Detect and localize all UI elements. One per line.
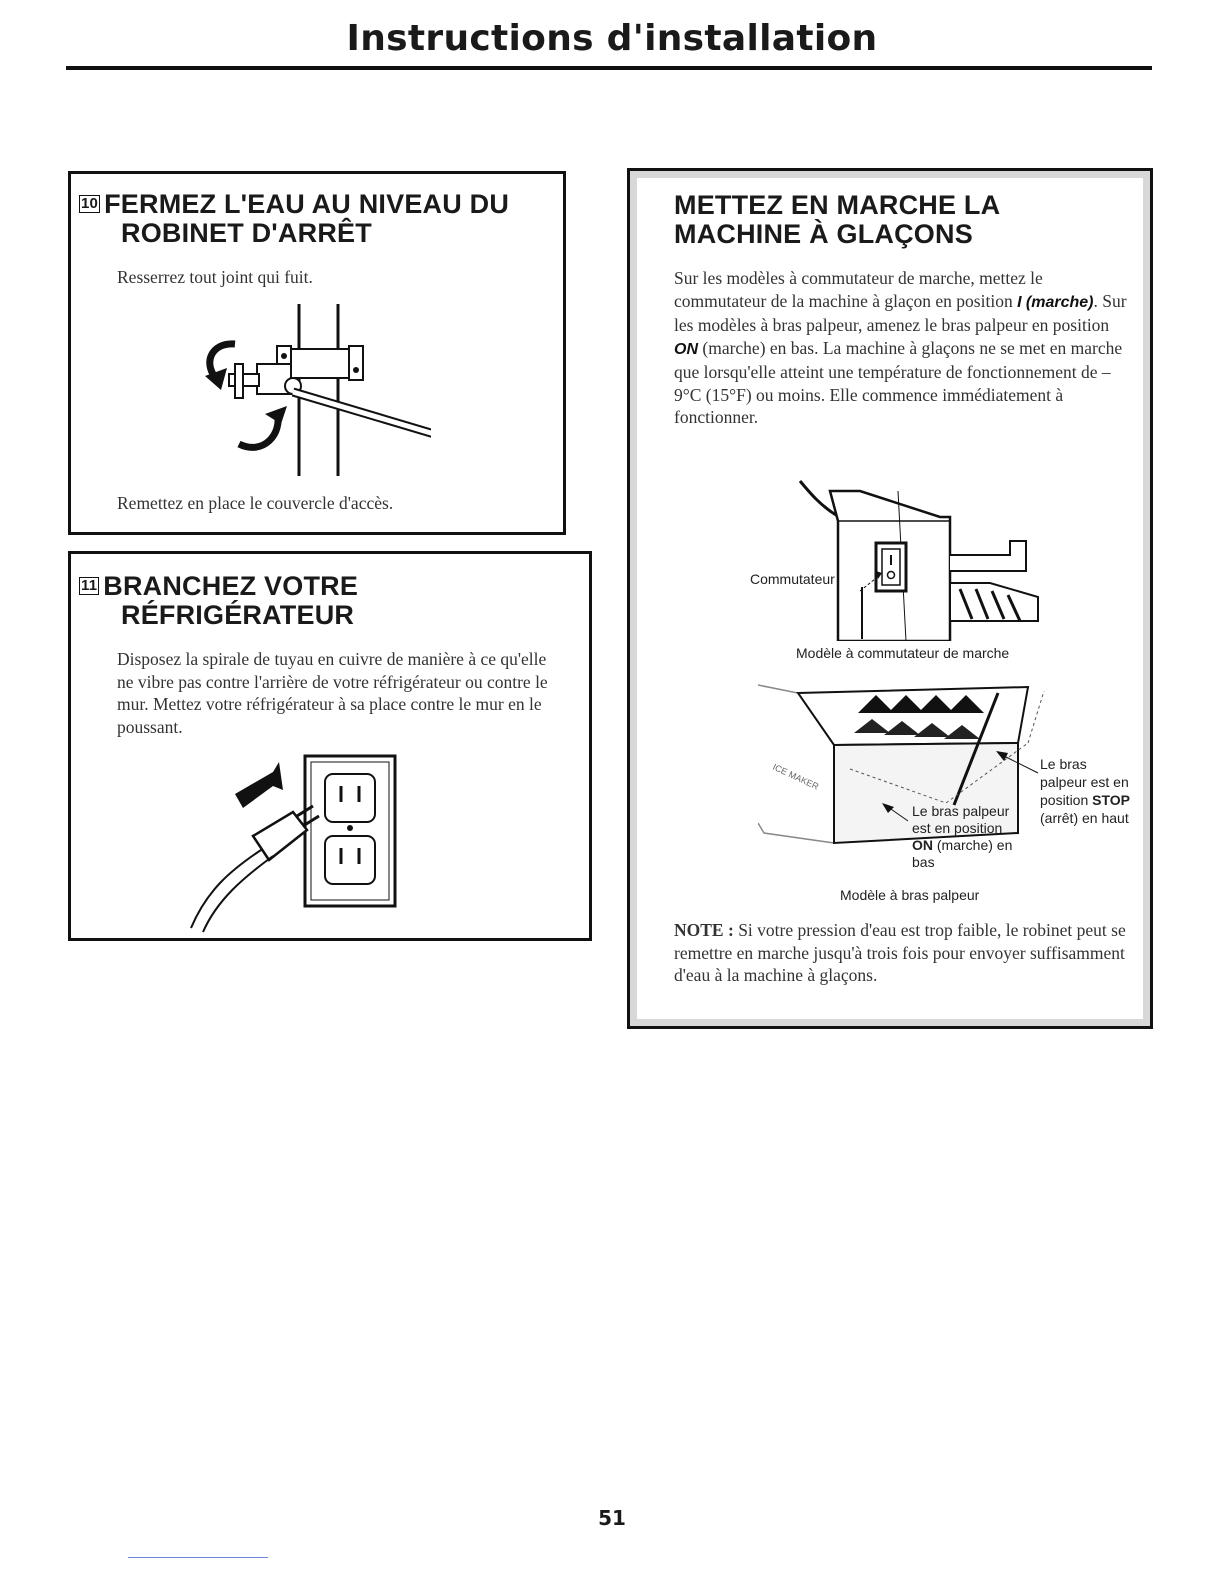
plug-outlet-illustration [181,750,481,936]
label-arm-stop [1040,755,1130,827]
step-10-heading [79,190,559,248]
step-10-box [68,171,566,535]
step-10-number: 10 [81,195,99,212]
label-stop-bold: STOP [1092,792,1131,808]
feeler-arm-illustration [758,673,1058,873]
label-stop-line2: palpeur est en [1040,774,1129,790]
footer-line [128,1557,268,1558]
label-on-line1: Le bras palpeur [912,803,1010,819]
icemaker-note [674,919,1130,987]
caption-switch-model: Modèle à commutateur de marche [796,645,1010,661]
step-11-heading [79,572,579,630]
icemaker-instructions [674,267,1136,429]
page-title: Instructions d'installation [346,18,878,59]
note-text: Si votre pression d'eau est trop faible, le robinet peut se remettre en marche jusqu'à trois fois pour envoyer suffisamment d'eau à la machine à glaçons. [674,920,1126,985]
label-switch: Commutateur [750,571,835,587]
icemaker-text-on: ON [674,340,698,358]
step-11-text: Disposez la spirale de tuyau en cuivre de manière à ce qu'elle ne vibre pas contre l'arrière de votre réfrigérateur ou contre le mur. Mettez votre réfrigérateur à sa place contre le mur en le poussant. [117,649,548,737]
label-on-bold: ON [912,837,933,853]
icemaker-text-i: I [1017,293,1022,311]
step-10-heading-line2: ROBINET D'ARRÊT [121,218,372,248]
note-label: NOTE : [674,920,734,940]
shutoff-valve-illustration [191,294,431,484]
step-11-number: 11 [81,577,98,594]
icemaker-text-part1: Sur les modèles à commutateur de marche, mettez le commutateur de la machine à glaçon en position [674,268,1043,311]
icemaker-text-part2: . Sur les modèles à bras palpeur, amenez le bras palpeur en position [674,290,1127,335]
icemaker-box [627,168,1153,1029]
caption-arm-model: Modèle à bras palpeur [840,887,980,903]
step-10-text-2: Remettez en place le couvercle d'accès. [117,493,394,513]
label-arm-on [912,803,1012,871]
step-10-heading-line1: FERMEZ L'EAU AU NIVEAU DU [104,189,510,219]
step-11-heading-line2: RÉFRIGÉRATEUR [121,600,355,630]
icemaker-heading-line2: MACHINE À GLAÇONS [674,219,973,249]
page-number: 51 [598,1506,626,1530]
label-on-line3: (marche) en [936,837,1013,853]
label-stop-line1: Le bras [1040,756,1087,772]
title-rule [66,66,1152,70]
icemaker-heading-line1: METTEZ EN MARCHE LA [674,190,1001,220]
label-stop-line4: (arrêt) en haut [1040,810,1129,826]
ice-maker-drawing-text: ICE MAKER [771,761,821,792]
label-on-line2: est en position [912,820,1003,836]
step-11-heading-line1: BRANCHEZ VOTRE [103,571,359,601]
switch-model-illustration [790,471,1040,641]
label-on-line4: bas [912,854,935,870]
icemaker-heading [674,191,1144,249]
icemaker-text-part3: (marche) en bas. La machine à glaçons ne se met en marche que lorsqu'elle atteint une température de fonctionnement de –9°C (15°F) ou moins. Elle commence immédiatement à fonctionner. [674,337,1123,427]
icemaker-text-marche: (marche) [1025,293,1094,311]
step-10-text-1: Resserrez tout joint qui fuit. [117,267,313,287]
step-11-box [68,551,592,941]
label-stop-line3: position [1040,792,1089,808]
